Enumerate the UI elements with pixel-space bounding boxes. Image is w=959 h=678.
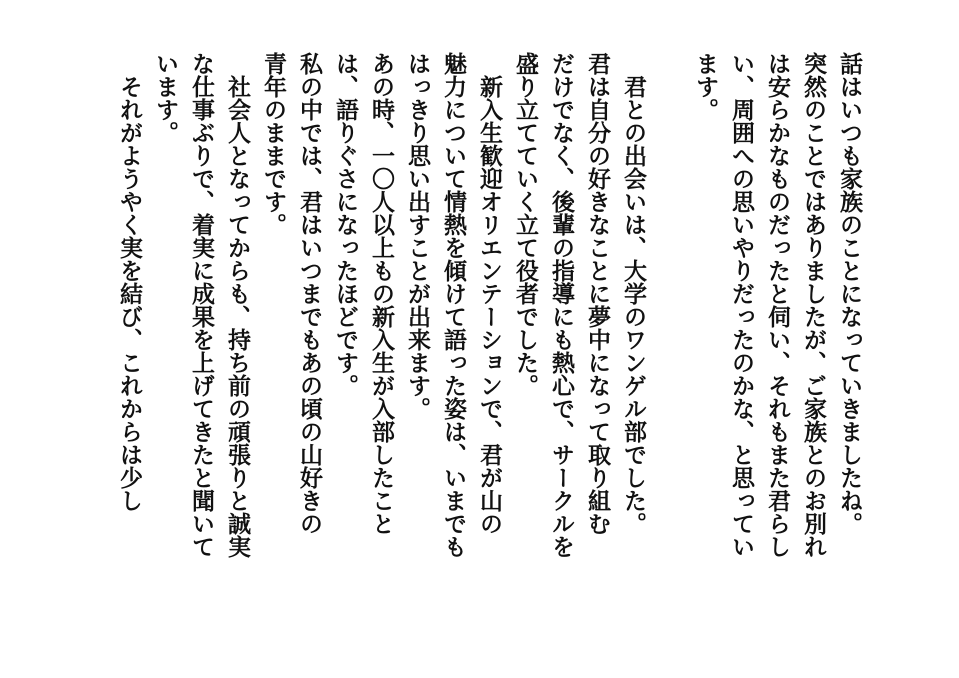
vertical-body-text: 話はいつも家族のことになっていきましたね。 突然のことではありましたが、ご家族とのお別れ は安らかなものだったと伺い、それもまた君らし い、周囲への思いやりだったのかな、と思ってい ます。 君との出会いは、大学のワンゲル部でした。 君は自分の好きなことに夢中になって取り組む だけでなく、後輩の指導にも熱心で、サークルを 盛り立てていく立て役者でした。 新入生歓迎オリエンテーションで、君が山の 魅力について情熱を傾けて語った姿は、いまでも はっきり思い出すことが出来ます。 あの時、一〇人以上もの新入生が入部したこと は、語りぐさになったほどです。 私の中では、君はいつまでもあの頃の山好きの 青年のままです。 社会人となってからも、持ち前の頑張りと誠実 な仕事ぶりで、着実に成果を上げてきたと聞いて います。 それがようやく実を結び、これからは少し [116,52,863,558]
